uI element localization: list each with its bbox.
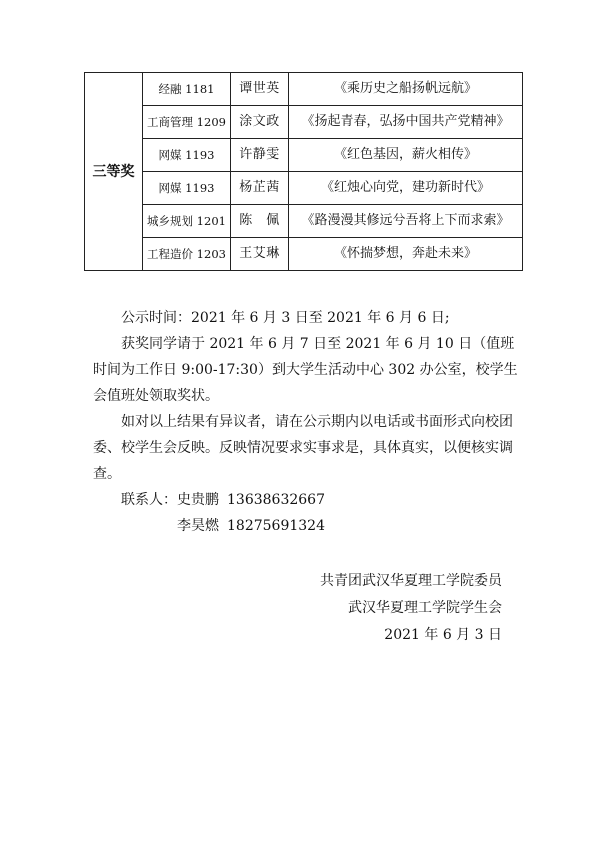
publicity-time: 公示时间：2021 年 6 月 3 日至 2021 年 6 月 6 日; <box>121 310 450 326</box>
name-cell: 杨芷茜 <box>231 172 289 205</box>
contact-row <box>121 487 523 513</box>
table-row <box>85 238 523 271</box>
work-title-cell: 《红色基因，薪火相传》 <box>289 139 523 172</box>
class-cell: 工商管理 1209 <box>143 106 231 139</box>
signature-block <box>320 568 502 649</box>
contact-name: 李昊燃 <box>177 518 219 534</box>
contact-label: 联系人： <box>121 492 177 508</box>
work-title-cell: 《路漫漫其修远兮吾将上下而求索》 <box>289 205 523 238</box>
class-cell: 经融 1181 <box>143 73 231 106</box>
name-cell: 涂文政 <box>231 106 289 139</box>
objection-notice: 如对以上结果有异议者，请在公示期内以电话或书面形式向校团委、校学生会反映。反映情况要求实事求是，具体真实，以便核实调查。 <box>93 414 513 482</box>
table-row <box>85 172 523 205</box>
work-title-cell: 《乘历史之船扬帆远航》 <box>289 73 523 106</box>
class-cell: 工程造价 1203 <box>143 238 231 271</box>
class-cell: 城乡规划 1201 <box>143 205 231 238</box>
signature-org-league: 共青团武汉华夏理工学院委员 <box>320 573 502 589</box>
signature-date: 2021 年 6 月 3 日 <box>384 627 502 643</box>
notice-body <box>93 305 523 539</box>
contact-row <box>121 513 523 539</box>
table-row <box>85 205 523 238</box>
name-cell: 陈 佩 <box>231 205 289 238</box>
collect-instructions: 获奖同学请于 2021 年 6 月 7 日至 2021 年 6 月 10 日（值班时间为工作日 9:00-17:30）到大学生活动中心 302 办公室，校学生会值班处领取奖状。 <box>93 336 518 404</box>
name-cell: 王艾琳 <box>231 238 289 271</box>
contact-name: 史贵鹏 <box>177 492 219 508</box>
work-title-cell: 《怀揣梦想，奔赴未来》 <box>289 238 523 271</box>
signature-org-union: 武汉华夏理工学院学生会 <box>348 600 502 616</box>
contact-block <box>93 487 523 539</box>
name-cell: 许静雯 <box>231 139 289 172</box>
class-cell: 网媒 1193 <box>143 172 231 205</box>
class-cell: 网媒 1193 <box>143 139 231 172</box>
table-row <box>85 106 523 139</box>
name-cell: 谭世英 <box>231 73 289 106</box>
contact-phone: 18275691324 <box>227 518 325 534</box>
work-title-cell: 《红烛心向党，建功新时代》 <box>289 172 523 205</box>
award-level: 三等奖 <box>85 73 143 271</box>
award-table <box>84 72 523 271</box>
contact-phone: 13638632667 <box>227 492 325 508</box>
work-title-cell: 《扬起青春，弘扬中国共产党精神》 <box>289 106 523 139</box>
table-row <box>85 73 523 106</box>
table-row <box>85 139 523 172</box>
